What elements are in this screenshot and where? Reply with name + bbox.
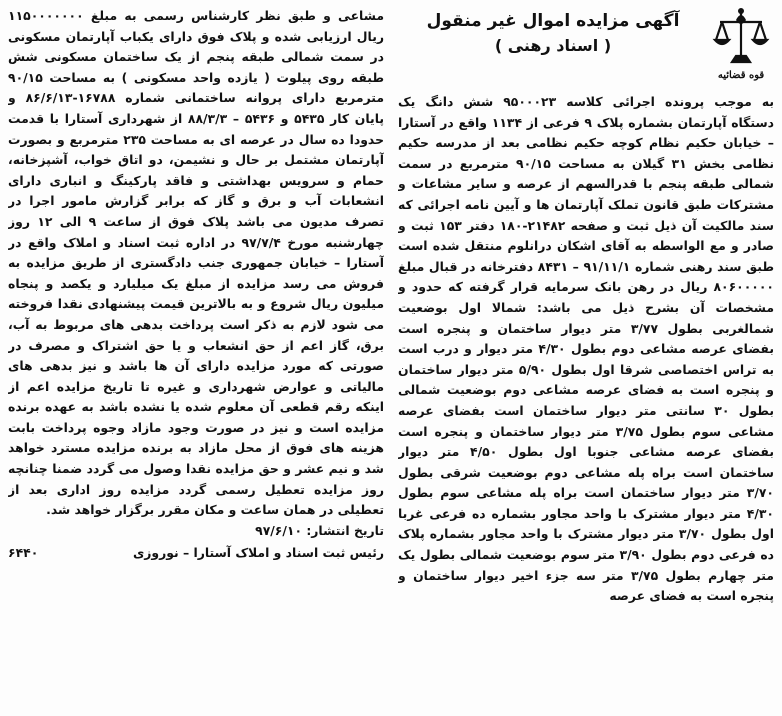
ad-header [398,6,774,92]
ad-footer [8,543,384,563]
signature-line: رئیس ثبت اسناد و املاک آستارا – نوروزی [132,545,384,561]
justice-scales-icon [712,6,770,72]
right-column [398,6,774,710]
right-column-body: به موجب پرونده اجرائی کلاسه ۹۵۰۰۰۲۳ شش دانگ یک دستگاه آپارتمان بشماره پلاک ۹ فرعی از ۱۱۳۴ واقع در آستارا – خیابان حکیم نظام کوچه حکیم نظامی بعد از مدرسه حکیم نظامی بخش ۳۱ گیلان به مساحت ۹۰/۱۵ مترمربع در سمت شمالی طبقه پنجم با قدرالسهم از عرصه و سایر مشاعات و مشترکات طبق قانون تملک آپارتمان ها و آیین نامه اجرائی که سند مالکیت آن ذیل ثبت و صفحه ۲۱۴۸۲-۱۸۰ دفتر ۱۵۳ ثبت و صادر و مع الواسطه به آقای اشکان درانلوم منتقل شده است طبق سند رهنی شماره ۹۱/۱۱/۱ – ۸۴۳۱ دفترخانه در قبال مبلغ ۸۰۶۰۰۰۰۰ ریال در رهن بانک سرمایه قرار گرفته که حدود و مشخصات آن بشرح ذیل می باشد: شمالا اول بوضعیت شمالغربی بطول ۳/۷۷ متر دیوار ساختمان و پنجره است بفضای عرصه مشاعی دوم بطول ۴/۳۰ متر دیوار و درب است به تراس اختصاصی شرقا اول بطول ۵/۹۰ متر دیوار ساختمان و پنجره است به فضای عرصه مشاعی دوم بوضعیت شمالی بطول ۳۰ سانتی متر دیوار ساختمان است بفضای عرصه مشاعی سوم بطول ۳/۷۵ متر دیوار ساختمان و پنجره است بفضای عرصه مشاعی جنوبا اول بطول ۴/۵۰ متر دیوار ساختمان است براه پله مشاعی دوم بوضعیت شرقی بطول ۳/۷۰ متر دیوار ساختمان است براه پله مشاعی سوم بطول ۴/۳۰ متر دیوار مشترک با واحد مجاور بشماره ده فرعی غربا اول بطول ۳/۷۰ متر دیوار مشترک با واحد مجاور بشماره پلاک ده فرعی دوم بطول ۳/۹۰ متر سوم بوضعیت شمالی بطول یک متر چهارم بطول ۳/۷۵ متر سه جزء اخیر دیوار ساختمان و پنجره است به فضای عرصه [398,94,774,604]
emblem-caption: قوه قضائیه [717,70,765,81]
title-block [398,6,708,58]
ad-code: ۶۴۴۰ [8,545,39,561]
left-column-body: مشاعی و طبق نظر کارشناس رسمی به مبلغ ۱۱۵۰۰۰۰۰۰۰ ریال ارزیابی شده و پلاک فوق دارای یکباب آپارتمان مسکونی در سمت شمالی طبقه پنجم از یک ساختمان مسکونی شش طبقه روی پیلوت ( یازده واحد مسکونی ) به مساحت ۹۰/۱۵ مترمربع دارای پروانه ساختمانی شماره ۱۶۷۸۸-۸۶/۶/۱۳ و پایان کار ۵۴۳۵ و ۵۴۳۶ – ۸۸/۳/۳ از شهرداری آستارا با قدمت حدودا ده سال در عرصه ای به مساحت ۲۳۵ مترمربع و بصورت آپارتمان مشتمل بر حال و نشیمن، دو اتاق خواب، آشپزخانه، حمام و سرویس بهداشتی و فاقد پارکینگ و انباری دارای انشعابات آب و برق و گاز که برابر گزارش مامور اجرا در تصرف مدیون می باشد پلاک فوق از ساعت ۹ الی ۱۲ روز چهارشنبه مورخ ۹۷/۷/۴ در اداره ثبت اسناد و املاک واقع در آستارا – خیابان جمهوری جنب دادگستری از طریق مزایده به فروش می رسد مزایده از مبلغ یک میلیارد و یکصد و پنجاه میلیون ریال شروع و به بالاترین قیمت پیشنهادی نقدا فروخته می شود لازم به ذکر است پرداخت بدهی های مربوط به آب، برق، گاز اعم از حق انشعاب و یا حق اشتراک و مصرف در صورتی که مورد مزایده دارای آن ها باشد و نیز بدهی های مالیاتی و عوارض شهرداری و غیره تا تاریخ مزایده اعم از اینکه رقم قطعی آن معلوم شده یا نشده باشد به عهده برنده مزایده است و نیز در صورت وجود مازاد وجوه پرداخت بابت هزینه های فوق از محل مازاد به برنده مزایده مسترد خواهد شد و نیم عشر و حق مزایده نقدا وصول می گردد ضمنا چنانچه روز مزایده تعطیل رسمی گردد مزایده روز اداری بعد از تعطیلی در همان ساعت و مکان مقرر برگزار خواهد شد. [8,8,384,518]
left-column [8,6,384,710]
ad-title: آگهی مزایده اموال غیر منقول [426,11,680,31]
two-column-layout [8,6,774,710]
publication-date: تاریخ انتشار: ۹۷/۶/۱۰ [255,522,384,538]
ad-subtitle: ( اسناد رهنی ) [494,36,612,55]
judiciary-emblem [708,6,774,88]
